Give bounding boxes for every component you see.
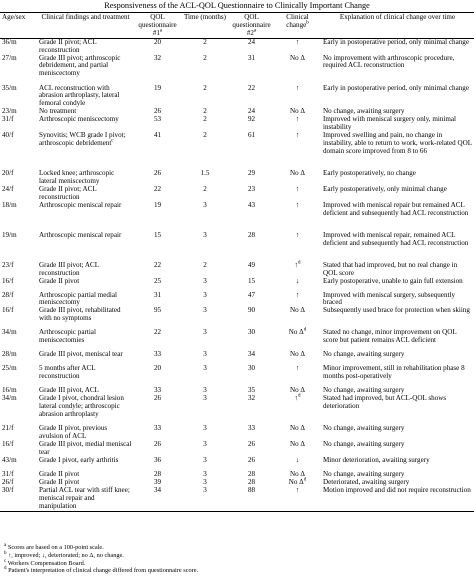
cell-qol-1: 26 (153, 394, 162, 403)
cell-clinical-findings: Arthroscopic meniscectomy (39, 115, 119, 124)
cell-clinical-change: ↑$^d$ (294, 260, 301, 269)
cell-qol-1: 95 (153, 306, 162, 315)
cell-qol-2: 24 (247, 107, 256, 116)
cell-time-months: 3 (203, 440, 207, 449)
cell-clinical-findings: Locked knee; arthroscopic lateral meniscectomy (39, 169, 115, 185)
cell-qol-1: 34 (134, 487, 181, 511)
cell-clinical-change: No Δ (289, 306, 305, 315)
cell-clinical-findings: Grade III pivot, meniscal tear (39, 350, 123, 359)
cell-explanation: Early postoperatively, only minimal change (323, 184, 447, 193)
cell-explanation: Minor deterioration, awaiting surgery (323, 455, 430, 464)
cell-clinical-change: No $\Delta^d$ (288, 327, 307, 337)
table-row (0, 487, 474, 511)
table-row (0, 232, 474, 262)
cell-age-sex: 16/f (2, 306, 14, 315)
cell-explanation: No change, awaiting surgery (323, 469, 405, 478)
cell-qol-1: 33 (153, 386, 162, 395)
cell-explanation: Deteriorated, awaiting surgery (323, 477, 410, 486)
cell-qol-2: 49 (247, 260, 256, 269)
cell-qol-2: 15 (247, 276, 256, 285)
cell-qol-2: 22 (247, 83, 256, 92)
cell-clinical-findings: Grade II pivot, previous avulsion of ACL (39, 424, 108, 441)
cell-clinical-findings: ACL reconstruction with abrasion arthroplasty, lateral femoral condyle (39, 83, 120, 108)
header-qol-questionnaire-1: QOL questionnaire #1$^a$ (134, 13, 181, 39)
cell-qol-1: 15 (153, 230, 162, 239)
cell-qol-1: 22 (153, 184, 162, 193)
table-row (0, 55, 474, 85)
cell-qol-1: 26 (153, 107, 162, 116)
cell-age-sex: 30/f (0, 487, 37, 511)
cell-clinical-findings: Grade III pivot, medial meniscal tear (39, 440, 132, 457)
footnotes (4, 544, 470, 575)
cell-explanation: No change, awaiting surgery (323, 350, 405, 359)
cell-age-sex: 34/m (2, 394, 17, 403)
table-row (0, 132, 474, 170)
cell-clinical-change: No Δ (289, 53, 305, 62)
table-row (0, 186, 474, 202)
cell-qol-2: 28 (247, 469, 256, 478)
cell-clinical-findings: Partial ACL tear with stiff knee; meniscal repair and manipulation (37, 487, 134, 511)
cell-clinical-change: No Δ (289, 440, 305, 449)
cell-qol-2: 28 (247, 230, 256, 239)
cell-qol-2: 47 (247, 290, 256, 299)
cell-qol-2: 28 (247, 477, 256, 486)
cell-time-months: 3 (203, 350, 207, 359)
cell-age-sex: 18/m (2, 200, 17, 209)
cell-time-months: 2 (203, 107, 207, 116)
cell-clinical-change: No $\Delta^d$ (288, 477, 307, 486)
cell-clinical-change: No Δ (289, 107, 305, 116)
cell-time-months: 2 (203, 131, 207, 140)
cell-time-months: 3 (203, 306, 207, 315)
responsiveness-table (0, 12, 474, 512)
cell-clinical-findings: Arthroscopic partial meniscectomies (39, 328, 96, 345)
cell-qol-1: 20 (153, 37, 162, 46)
table-row (0, 170, 474, 186)
cell-explanation: No change, awaiting surgery (323, 440, 405, 449)
cell-age-sex: 23/m (2, 107, 17, 116)
cell-qol-1: 22 (153, 260, 162, 269)
cell-age-sex: 16/f (2, 276, 14, 285)
cell-clinical-change: ↑ (295, 230, 300, 239)
cell-time-months: 2 (203, 53, 207, 62)
cell-clinical-change: No Δ (289, 386, 305, 395)
cell-time-months: 2 (203, 83, 207, 92)
table-row (0, 202, 474, 232)
cell-time-months: 3 (203, 455, 207, 464)
cell-time-months: 3 (203, 477, 207, 486)
cell-clinical-change: ↑ (274, 487, 321, 511)
cell-qol-2: 31 (247, 53, 256, 62)
cell-clinical-findings: 5 months after ACL reconstruction (39, 364, 96, 381)
cell-time-months: 3 (203, 364, 207, 373)
cell-clinical-change: No Δ (289, 350, 305, 359)
cell-age-sex: 43/m (2, 455, 17, 464)
header-age-sex: Age/sex (0, 13, 37, 39)
cell-explanation: Improved with meniscal surgery only, minimal instability (323, 115, 456, 132)
cell-clinical-change: ↑ (295, 115, 300, 124)
footnote-a: $^a$ Scores are based on a 100-point scale. (4, 542, 104, 551)
table-row (0, 292, 474, 308)
cell-clinical-change: ↑ (295, 83, 300, 92)
table-row (0, 116, 474, 132)
cell-qol-2: 26 (247, 440, 256, 449)
cell-clinical-change: ↑ (295, 200, 300, 209)
cell-clinical-findings: Grade I pivot, early arthritis (39, 455, 119, 464)
table-row (0, 307, 474, 329)
cell-qol-2: 43 (247, 200, 256, 209)
cell-time-months: 3 (203, 200, 207, 209)
cell-explanation: No change, awaiting surgery (323, 386, 405, 395)
table-body (0, 38, 474, 511)
cell-time-months: 2 (203, 184, 207, 193)
cell-clinical-findings: Synovitis; WCB grade I pivot; arthroscopic debridement$^c$ (39, 131, 126, 147)
cell-clinical-change: ↑ (295, 364, 300, 373)
cell-age-sex: 28/f (2, 290, 14, 299)
cell-time-months: 3 (203, 469, 207, 478)
footnote-c: $^c$ Workers Compensation Board. (4, 558, 86, 567)
table-row (0, 395, 474, 425)
cell-time-months: 3 (203, 276, 207, 285)
cell-qol-1: 41 (153, 131, 162, 140)
table-row (0, 351, 474, 365)
cell-qol-2: 32 (247, 394, 256, 403)
cell-qol-1: 32 (153, 53, 162, 62)
cell-age-sex: 34/m (2, 328, 17, 337)
cell-explanation: Improved with meniscal surgery, subsequently braced (323, 290, 455, 307)
cell-explanation: Early postoperatively, no change (323, 169, 416, 178)
cell-age-sex: 23/f (2, 260, 14, 269)
table-row (0, 262, 474, 278)
table-row (0, 441, 474, 457)
cell-qol-1: 28 (153, 469, 162, 478)
cell-clinical-findings: Grade II pivot (39, 469, 80, 478)
cell-age-sex: 35/m (2, 83, 17, 92)
cell-qol-1: 26 (153, 440, 162, 449)
cell-clinical-change: ↓ (295, 455, 300, 464)
table-row (0, 85, 474, 109)
cell-clinical-findings: Grade III pivot, rehabilitated with no symptoms (39, 306, 121, 323)
cell-explanation: Subsequently used brace for protection when skiing (323, 306, 470, 315)
cell-explanation: Stated that had improved, but no real change in QOL score (323, 260, 458, 277)
header-explanation: Explanation of clinical change over time (321, 13, 474, 39)
cell-clinical-findings: Grade III pivot, ACL (39, 386, 99, 395)
cell-qol-2: 30 (247, 328, 256, 337)
cell-qol-1: 22 (153, 328, 162, 337)
cell-time-months: 1.5 (200, 169, 210, 178)
cell-qol-2: 88 (229, 487, 274, 511)
cell-qol-1: 19 (153, 83, 162, 92)
cell-explanation: Early in postoperative period, only minimal change (323, 83, 469, 92)
cell-explanation: Improved swelling and pain, no change in instability, able to return to work, work-related QOL domain score improved from 8 to 66 (323, 131, 472, 155)
cell-qol-2: 33 (247, 424, 256, 433)
cell-qol-2: 35 (247, 386, 256, 395)
cell-qol-1: 39 (153, 477, 162, 486)
cell-time-months: 3 (203, 328, 207, 337)
cell-explanation: Early postoperative, unable to gain full extension (323, 276, 463, 285)
cell-time-months: 2 (203, 115, 207, 124)
header-clinical-findings: Clinical findings and treatment (37, 13, 134, 39)
cell-age-sex: 16/f (2, 440, 14, 449)
cell-time-months: 2 (203, 37, 207, 46)
cell-clinical-change: ↓ (295, 276, 300, 285)
table-row (0, 457, 474, 471)
cell-age-sex: 36/m (2, 37, 17, 46)
cell-qol-2: 90 (247, 306, 256, 315)
cell-clinical-findings: Grade III pivot; arthroscopic debridement, and partial meniscectomy (39, 53, 121, 78)
cell-explanation: Minor improvement, still in rehabilitation phase 8 months post-operatively (323, 364, 465, 381)
table-title: Responsiveness of the ACL-QOL Questionnaire to Clinically Important Change (104, 1, 370, 10)
cell-time-months: 3 (203, 386, 207, 395)
table-row (0, 38, 474, 54)
cell-age-sex: 16/m (2, 386, 17, 395)
header-qol-questionnaire-2: QOL questionnaire #2$^a$ (229, 13, 274, 39)
cell-explanation: Motion improved and did not require reconstruction (321, 487, 474, 511)
cell-qol-2: 26 (247, 455, 256, 464)
cell-explanation: Early in postoperative period, only minimal change (323, 37, 469, 46)
table-row (0, 329, 474, 351)
cell-age-sex: 20/f (2, 169, 14, 178)
footnote-d: $^d$ Patient's interpretation of clinical change differed from questionnaire score. (4, 566, 199, 575)
cell-clinical-findings: Grade II pivot; ACL reconstruction (39, 184, 97, 201)
cell-age-sex: 28/m (2, 350, 17, 359)
cell-clinical-findings: Arthroscopic partial medial meniscectomy (39, 290, 118, 307)
cell-qol-1: 33 (153, 424, 162, 433)
cell-clinical-findings: Arthroscopic meniscal repair (39, 230, 122, 239)
cell-clinical-change: ↑ (295, 184, 300, 193)
cell-qol-1: 25 (153, 276, 162, 285)
cell-clinical-change: No Δ (289, 424, 305, 433)
cell-age-sex: 31/f (2, 469, 14, 478)
cell-time-months: 2 (203, 260, 207, 269)
cell-time-months: 3 (181, 487, 229, 511)
cell-qol-1: 36 (153, 455, 162, 464)
cell-time-months: 3 (203, 230, 207, 239)
cell-qol-1: 31 (153, 290, 162, 299)
cell-time-months: 3 (203, 290, 207, 299)
cell-age-sex: 27/m (2, 53, 17, 62)
table-row (0, 425, 474, 441)
cell-qol-2: 61 (247, 131, 256, 140)
cell-age-sex: 21/f (2, 424, 14, 433)
cell-clinical-change: ↑$^d$ (294, 393, 301, 403)
cell-clinical-findings: Grade I pivot, chondral lesion lateral condyle; arthroscopic abrasion arthroplasty (39, 394, 124, 419)
header-clinical-change: Clinical change$^b$ (274, 13, 321, 39)
cell-qol-1: 33 (153, 350, 162, 359)
cell-time-months: 3 (203, 394, 207, 403)
cell-age-sex: 26/f (2, 477, 14, 486)
cell-time-months: 3 (203, 424, 207, 433)
cell-clinical-findings: No treatment (39, 107, 77, 116)
cell-qol-2: 30 (247, 364, 256, 373)
cell-clinical-change: No Δ (289, 169, 305, 178)
cell-explanation: No improvement with arthroscopic procedure, required ACL reconstruction (323, 53, 455, 70)
cell-clinical-findings: Grade II pivot (39, 276, 80, 285)
cell-age-sex: 31/f (2, 115, 14, 124)
cell-explanation: No change, awaiting surgery (323, 424, 405, 433)
cell-explanation: Improved with meniscal repair, remained ACL deficient and subsequently had ACL reconstruction (323, 230, 469, 247)
cell-age-sex: 25/m (2, 364, 17, 373)
header-row (0, 13, 474, 39)
cell-qol-2: 92 (247, 115, 256, 124)
cell-qol-1: 26 (153, 169, 162, 178)
cell-qol-2: 24 (247, 37, 256, 46)
cell-qol-2: 34 (247, 350, 256, 359)
footnote-b: $^b$ ↑, improved; ↓, deteriorated; no Δ, no change. (4, 550, 124, 559)
cell-age-sex: 19/m (2, 230, 17, 239)
cell-explanation: Improved with meniscal repair but remained ACL deficient and subsequently had ACL reconstruction (323, 200, 469, 217)
cell-explanation: No change, awaiting surgery (323, 107, 405, 116)
table-row (0, 365, 474, 387)
cell-clinical-change: ↑ (295, 131, 300, 140)
cell-clinical-findings: Arthroscopic meniscal repair (39, 200, 122, 209)
cell-clinical-findings: Grade II pivot (39, 477, 80, 486)
header-time-months: Time (months) (181, 13, 229, 39)
cell-clinical-change: ↑ (295, 290, 300, 299)
cell-qol-2: 23 (247, 184, 256, 193)
table-row (0, 278, 474, 292)
cell-qol-1: 53 (153, 115, 162, 124)
cell-qol-1: 20 (153, 364, 162, 373)
cell-age-sex: 40/f (2, 131, 14, 140)
cell-clinical-findings: Grade III pivot; ACL reconstruction (39, 260, 99, 277)
cell-qol-2: 29 (247, 169, 256, 178)
cell-explanation: Stated had improved, but ACL-QOL shows deterioration (323, 394, 447, 411)
cell-age-sex: 24/f (2, 184, 14, 193)
cell-explanation: Stated no change, minor improvement on QOL score but patient remains ACL deficient (323, 328, 457, 345)
cell-clinical-change: No Δ (289, 469, 305, 478)
cell-qol-1: 19 (153, 200, 162, 209)
cell-clinical-findings: Grade II pivot; ACL reconstruction (39, 37, 97, 54)
cell-clinical-change: ↑ (295, 37, 300, 46)
